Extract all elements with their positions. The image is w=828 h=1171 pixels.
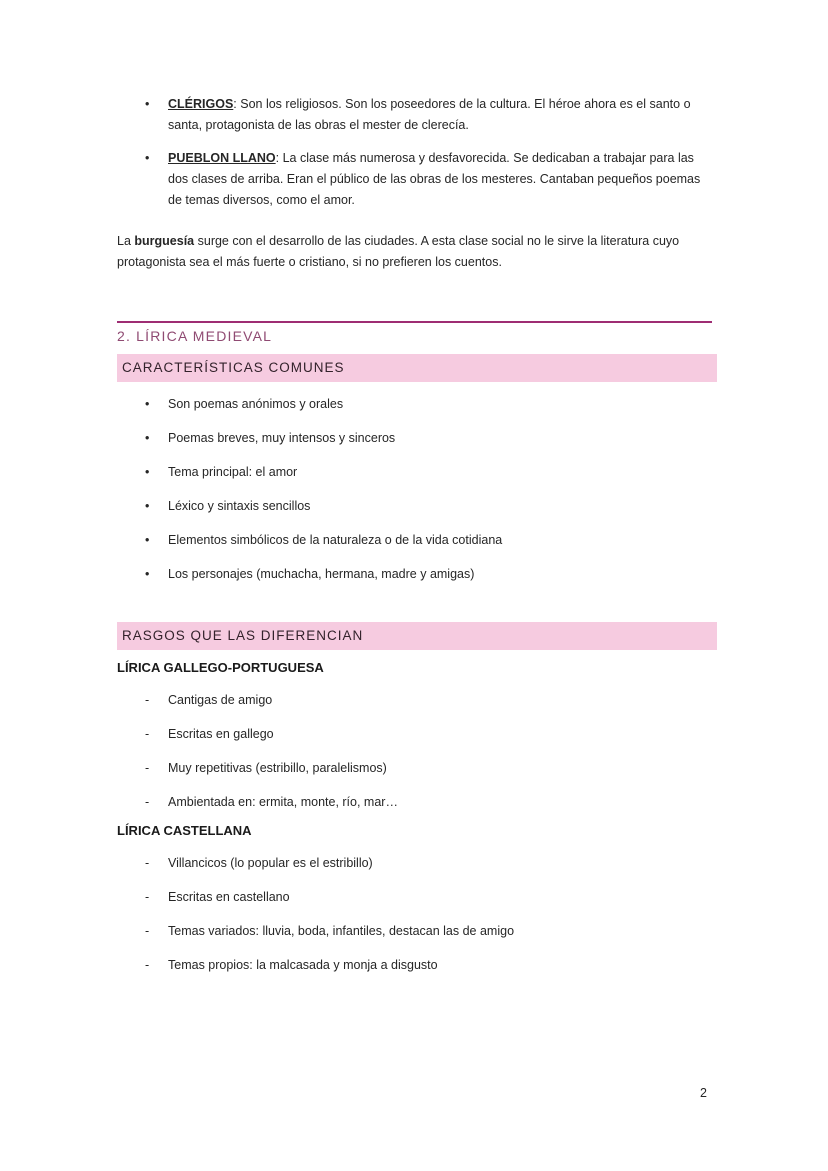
paragraph-text: La	[117, 234, 135, 248]
paragraph-text: surge con el desarrollo de las ciudades. A esta clase social no le sirve la literatura cuyo protagonista sea el más fuerte o cristiano, si no prefieren los cuentos.	[117, 234, 680, 269]
subsection-title-gallego-portuguesa: LÍRICA GALLEGO-PORTUGUESA	[117, 660, 324, 675]
list-item	[117, 462, 717, 483]
castellana-list	[117, 853, 717, 976]
list-item	[117, 955, 717, 976]
list-item-text: Muy repetitivas (estribillo, paralelismos)	[168, 761, 387, 775]
section-title: 2. LÍRICA MEDIEVAL	[117, 328, 273, 344]
list-item	[117, 853, 717, 874]
page-content	[117, 94, 717, 976]
paragraph-bold-term: burguesía	[134, 234, 195, 248]
dash-marker-icon: -	[145, 890, 150, 904]
bullet-marker-icon: •	[145, 151, 150, 165]
list-item-text: Poemas breves, muy intensos y sinceros	[168, 431, 396, 445]
dash-marker-icon: -	[145, 795, 150, 809]
bullet-marker-icon: •	[145, 431, 150, 445]
intro-bullet-body: : Son los religiosos. Son los poseedores de la cultura. El héroe ahora es el santo o santa, protagonista de las obras el mester de clerecía.	[168, 97, 691, 132]
list-item-text: Escritas en gallego	[168, 727, 274, 741]
bullet-marker-icon: •	[145, 567, 150, 581]
bullet-marker-icon: •	[145, 97, 150, 111]
list-item-text: Temas propios: la malcasada y monja a disgusto	[168, 958, 438, 972]
bullet-marker-icon: •	[145, 533, 150, 547]
list-item	[117, 148, 717, 211]
heading-caracteristicas-comunes: CARACTERÍSTICAS COMUNES	[117, 354, 717, 382]
list-item	[117, 724, 717, 745]
list-item	[117, 94, 717, 136]
dash-marker-icon: -	[145, 958, 150, 972]
bullet-marker-icon: •	[145, 397, 150, 411]
list-item-text: Tema principal: el amor	[168, 465, 298, 479]
dash-marker-icon: -	[145, 856, 150, 870]
list-item-text: Léxico y sintaxis sencillos	[168, 499, 311, 513]
intro-bullet-text	[168, 148, 717, 211]
gallego-portuguesa-list	[117, 690, 717, 813]
intro-bullet-body: : La clase más numerosa y desfavorecida. Se dedicaban a trabajar para las dos clases de arriba. Eran el público de las obras de los mesteres. Cantaban pequeños poemas de temas diversos, como el amor.	[168, 151, 701, 207]
list-item	[117, 690, 717, 711]
list-item-text: Son poemas anónimos y orales	[168, 397, 344, 411]
list-item-text: Villancicos (lo popular es el estribillo)	[168, 856, 373, 870]
list-item	[117, 758, 717, 779]
intro-bullet-text	[168, 94, 717, 136]
bullet-marker-icon: •	[145, 465, 150, 479]
subsection-title-castellana: LÍRICA CASTELLANA	[117, 823, 252, 838]
common-characteristics-list	[117, 394, 717, 585]
list-item	[117, 921, 717, 942]
bullet-marker-icon: •	[145, 499, 150, 513]
intro-bullet-term: CLÉRIGOS	[168, 97, 234, 111]
list-item-text: Elementos simbólicos de la naturaleza o de la vida cotidiana	[168, 533, 503, 547]
list-item-text: Ambientada en: ermita, monte, río, mar…	[168, 795, 398, 809]
dash-marker-icon: -	[145, 924, 150, 938]
list-item	[117, 428, 717, 449]
list-item-text: Escritas en castellano	[168, 890, 290, 904]
list-item-text: Temas variados: lluvia, boda, infantiles, destacan las de amigo	[168, 924, 515, 938]
list-item	[117, 887, 717, 908]
dash-marker-icon: -	[145, 693, 150, 707]
intro-bullet-list	[117, 94, 717, 211]
heading-rasgos-diferencian: RASGOS QUE LAS DIFERENCIAN	[117, 622, 717, 650]
dash-marker-icon: -	[145, 727, 150, 741]
list-item-text: Los personajes (muchacha, hermana, madre y amigas)	[168, 567, 475, 581]
list-item	[117, 792, 717, 813]
intro-bullet-term: PUEBLON LLANO	[168, 151, 276, 165]
list-item	[117, 564, 717, 585]
page-number: 2	[700, 1086, 707, 1100]
list-item	[117, 394, 717, 415]
list-item	[117, 530, 717, 551]
burguesia-paragraph	[117, 231, 717, 273]
list-item	[117, 496, 717, 517]
section-divider	[117, 321, 712, 344]
dash-marker-icon: -	[145, 761, 150, 775]
list-item-text: Cantigas de amigo	[168, 693, 273, 707]
